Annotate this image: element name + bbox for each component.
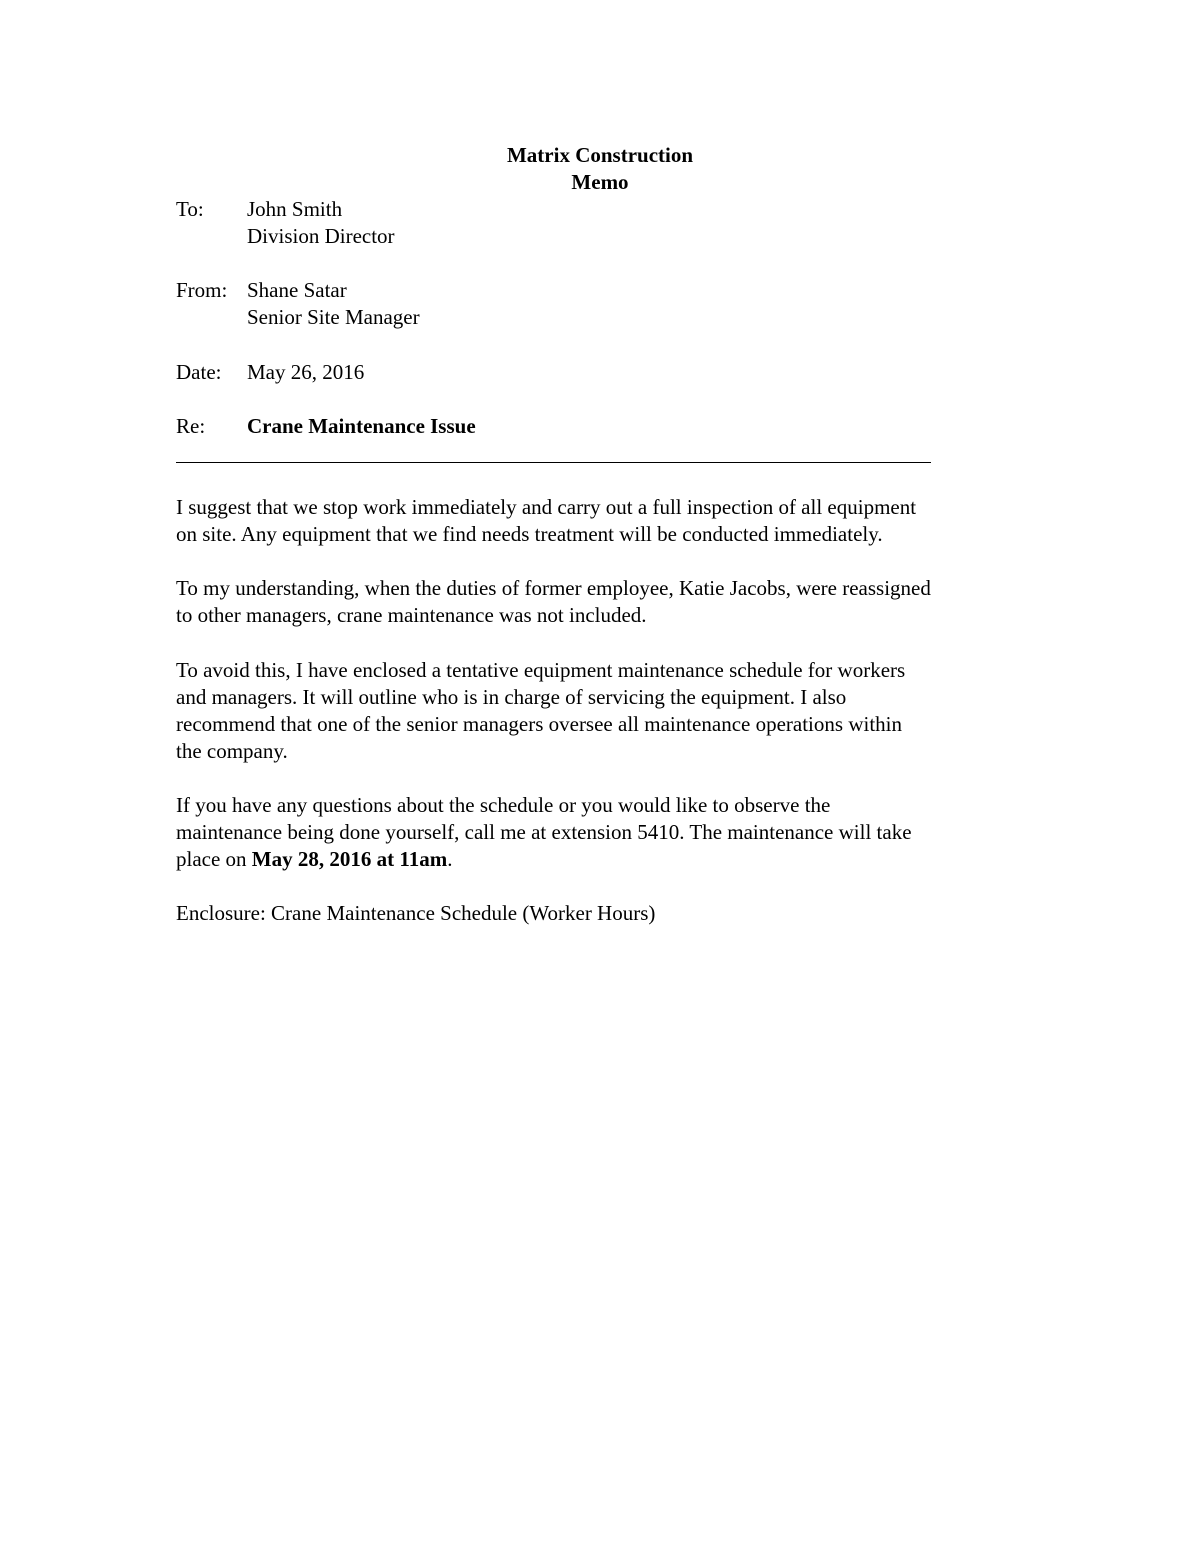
recipient-title: Division Director [247, 224, 395, 248]
paragraph-1 [176, 494, 1036, 548]
paragraph-line: To avoid this, I have enclosed a tentative equipment maintenance schedule for workers [176, 658, 906, 682]
paragraph-line: on site. Any equipment that we find needs treatment will be conducted immediately. [176, 522, 883, 546]
sender-title: Senior Site Manager [247, 305, 420, 329]
paragraph-line: to other managers, crane maintenance was not included. [176, 603, 647, 627]
enclosure-line: Enclosure: Crane Maintenance Schedule (Worker Hours) [176, 901, 656, 925]
recipient-name: John Smith [247, 197, 343, 221]
memo-header [0, 142, 1200, 196]
schedule-text: place on [176, 847, 252, 871]
sender-name: Shane Satar [247, 278, 347, 302]
paragraph-line: If you have any questions about the schedule or you would like to observe the [176, 793, 831, 817]
paragraph-line: and managers. It will outline who is in charge of servicing the equipment. I also [176, 685, 847, 709]
subject-line: Crane Maintenance Issue [247, 414, 476, 438]
paragraph-line: maintenance being done yourself, call me at extension 5410. The maintenance will take [176, 820, 912, 844]
paragraph-line: To my understanding, when the duties of former employee, Katie Jacobs, were reassigned [176, 576, 931, 600]
paragraph-2 [176, 575, 1036, 629]
company-name: Matrix Construction [506, 143, 694, 167]
re-label: Re: [176, 414, 206, 438]
to-label: To: [176, 197, 204, 221]
sentence-end: . [447, 847, 453, 871]
maintenance-datetime: May 28, 2016 at 11am [251, 847, 448, 871]
paragraph-line: the company. [176, 739, 288, 763]
paragraph-line: recommend that one of the senior managers oversee all maintenance operations within [176, 712, 902, 736]
date-value: May 26, 2016 [247, 360, 365, 384]
paragraph-line [176, 846, 1036, 873]
header-divider [176, 462, 931, 463]
document-type: Memo [571, 170, 629, 194]
from-label: From: [176, 278, 228, 302]
paragraph-line: I suggest that we stop work immediately and carry out a full inspection of all equipment [176, 495, 917, 519]
paragraph-4 [176, 792, 1036, 873]
enclosure-note [176, 900, 1036, 927]
paragraph-3 [176, 657, 1036, 765]
date-label: Date: [176, 360, 222, 384]
